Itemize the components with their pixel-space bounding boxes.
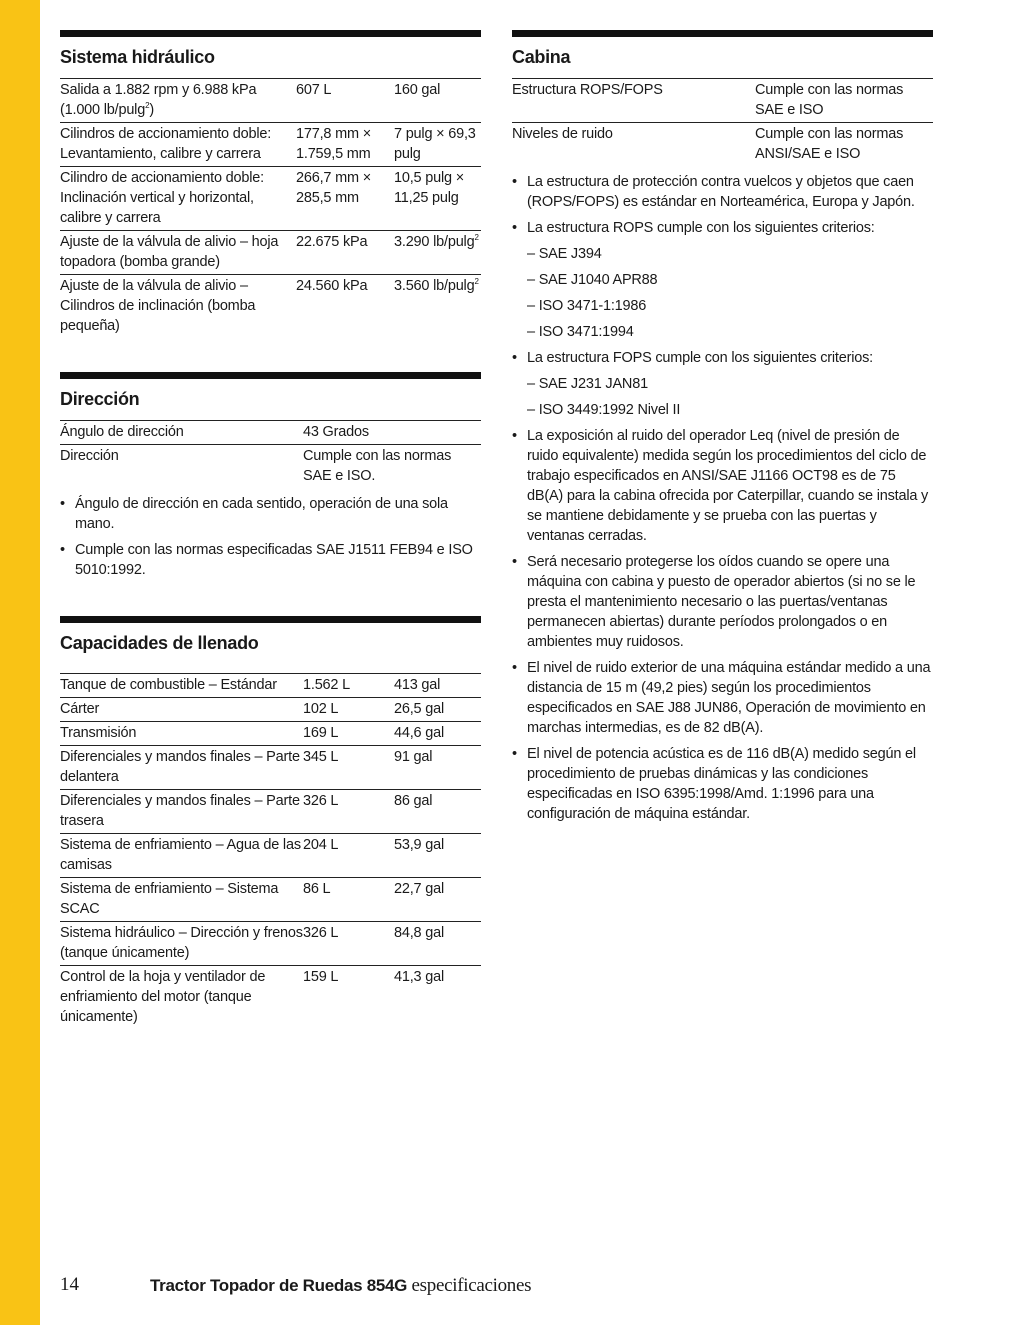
spec-english: 413 gal <box>394 677 441 693</box>
spec-english: 84,8 gal <box>394 925 444 941</box>
table-row <box>60 167 481 231</box>
spec-label: Control de la hoja y ventilador de enfriamiento del motor (tanque únicamente) <box>60 969 266 1025</box>
right-column <box>512 30 933 830</box>
spec-label: Diferenciales y mandos finales – Parte trasera <box>60 793 300 829</box>
table-row <box>60 231 481 275</box>
section-rule <box>512 30 933 37</box>
table-row <box>60 746 481 790</box>
spec-label: Salida a 1.882 rpm y 6.988 kPa (1.000 lb/pulg$^2$) <box>60 82 257 118</box>
spec-metric: 177,8 mm × 1.759,5 mm <box>296 126 371 162</box>
table-row <box>60 275 481 339</box>
table-row <box>60 674 481 698</box>
spec-metric: 22.675 kPa <box>296 234 368 250</box>
table-row <box>60 445 481 489</box>
spec-label: Estructura ROPS/FOPS <box>512 82 663 98</box>
spec-metric: 345 L <box>303 749 339 765</box>
list-item: • La exposición al ruido del operador Leq (nivel de presión de ruido equivalente) medida según los procedimientos del ciclo de trabajo especificados en ANSI/SAE J1166 OCT98 es de 75 dB(A) para la cabina ofrecida por Caterpillar, cuando se instala y se mantiene debidamente y se prueba con las puertas y ventanas cerradas. <box>512 426 933 546</box>
sub-list-item: – SAE J1040 APR88 <box>527 272 658 288</box>
yellow-side-bar <box>0 0 40 1325</box>
steering-table <box>60 420 481 488</box>
table-row <box>60 722 481 746</box>
spec-english: 53,9 gal <box>394 837 444 853</box>
spec-metric: 1.562 L <box>303 677 350 693</box>
spec-english: 91 gal <box>394 749 433 765</box>
table-row <box>60 79 481 123</box>
list-item: • Ángulo de dirección en cada sentido, operación de una sola mano. <box>60 494 481 534</box>
spec-label: Cilindros de accionamiento doble: Levantamiento, calibre y carrera <box>60 126 272 162</box>
cab-title: Cabina <box>512 47 571 67</box>
list-item: • La estructura FOPS cumple con los siguientes criterios: <box>512 348 933 368</box>
spec-metric: 326 L <box>303 925 339 941</box>
hydraulic-table <box>60 78 481 338</box>
table-row <box>60 834 481 878</box>
spec-label: Diferenciales y mandos finales – Parte delantera <box>60 749 300 785</box>
spec-english: 44,6 gal <box>394 725 444 741</box>
spec-label: Cárter <box>60 701 100 717</box>
table-row <box>60 421 481 445</box>
sub-list-item: – ISO 3471-1:1986 <box>527 298 647 314</box>
table-row <box>60 966 481 1030</box>
section-rule <box>60 372 481 379</box>
spec-metric: 607 L <box>296 82 332 98</box>
steering-bullets <box>60 494 481 580</box>
left-column <box>60 30 481 1029</box>
superscript: 2 <box>145 101 150 111</box>
spec-english: 160 gal <box>394 82 441 98</box>
list-item: • El nivel de potencia acústica es de 116 dB(A) medido según el procedimiento de pruebas dinámicas y las condiciones especificadas en ISO 6395:1998/Amd. 1:1996 para una configuración de máquina estándar. <box>512 744 933 824</box>
spec-label: Sistema hidráulico – Dirección y frenos (tanque únicamente) <box>60 925 303 961</box>
capacities-section <box>60 616 481 1029</box>
spec-metric: 266,7 mm × 285,5 mm <box>296 170 371 206</box>
sub-list-item: – ISO 3471:1994 <box>527 324 634 340</box>
steering-title: Dirección <box>60 389 140 409</box>
hydraulic-section <box>60 30 481 338</box>
table-row <box>60 922 481 966</box>
spec-english: 86 gal <box>394 793 433 809</box>
spec-label: Tanque de combustible – Estándar <box>60 677 277 693</box>
capacities-table <box>60 673 481 1029</box>
spec-label: Sistema de enfriamiento – Sistema SCAC <box>60 881 279 917</box>
sub-list-item: – SAE J394 <box>527 246 602 262</box>
cab-section <box>512 30 933 824</box>
spec-label: Sistema de enfriamiento – Agua de las camisas <box>60 837 301 873</box>
spec-english: 26,5 gal <box>394 701 444 717</box>
superscript: 2 <box>474 233 479 243</box>
spec-value: Cumple con las normas SAE e ISO <box>755 82 904 118</box>
spec-english: 3.290 lb/pulg$^2$ <box>394 233 479 250</box>
steering-section <box>60 372 481 580</box>
cab-bullets <box>512 172 933 824</box>
section-rule <box>60 30 481 37</box>
table-row <box>60 698 481 722</box>
spec-value: 43 Grados <box>303 424 369 440</box>
table-row <box>60 878 481 922</box>
section-rule <box>60 616 481 623</box>
spec-english: 10,5 pulg × 11,25 pulg <box>394 170 464 206</box>
hydraulic-title: Sistema hidráulico <box>60 47 215 67</box>
table-row <box>512 79 933 123</box>
spec-label: Ajuste de la válvula de alivio – hoja topadora (bomba grande) <box>60 234 279 270</box>
spec-metric: 169 L <box>303 725 339 741</box>
list-item: • Cumple con las normas especificadas SAE J1511 FEB94 e ISO 5010:1992. <box>60 540 481 580</box>
spec-metric: 24.560 kPa <box>296 278 368 294</box>
spec-metric: 326 L <box>303 793 339 809</box>
list-item: • El nivel de ruido exterior de una máquina estándar medido a una distancia de 15 m (49,2 pies) según los procedimientos especificados en SAE J88 JUN86, Operación de movimiento en marchas intermedias, es de 82 dB(A). <box>512 658 933 738</box>
sub-list-item: – SAE J231 JAN81 <box>527 376 648 392</box>
list-item: • La estructura de protección contra vuelcos y objetos que caen (ROPS/FOPS) es estándar en Norteamérica, Europa y Japón. <box>512 172 933 212</box>
superscript: 2 <box>474 277 479 287</box>
footer-suffix: especificaciones <box>411 1275 532 1296</box>
spec-metric: 86 L <box>303 881 331 897</box>
list-item: • Será necesario protegerse los oídos cuando se opere una máquina con cabina y puesto de operador abiertos (si no se le presta el mantenimiento necesario o las puertas/ventanas permanecen abiertas) durante períodos prolongados o en ambientes muy ruidosos. <box>512 552 933 652</box>
spec-english: 7 pulg × 69,3 pulg <box>394 126 476 162</box>
spec-english: 22,7 gal <box>394 881 444 897</box>
cab-table <box>512 78 933 166</box>
spec-english: 41,3 gal <box>394 969 444 985</box>
capacities-title: Capacidades de llenado <box>60 633 259 653</box>
spec-metric: 159 L <box>303 969 339 985</box>
sub-list-item: – ISO 3449:1992 Nivel II <box>527 402 681 418</box>
page-footer <box>60 1274 960 1304</box>
spec-label: Niveles de ruido <box>512 126 613 142</box>
list-item: • La estructura ROPS cumple con los siguientes criterios: <box>512 218 933 238</box>
table-row <box>512 123 933 167</box>
spec-value: Cumple con las normas ANSI/SAE e ISO <box>755 126 904 162</box>
footer-title-text: Tractor Topador de Ruedas 854G <box>150 1276 408 1295</box>
table-row <box>60 790 481 834</box>
table-row <box>60 123 481 167</box>
spec-label: Cilindro de accionamiento doble: Inclinación vertical y horizontal, calibre y carrera <box>60 170 264 226</box>
spec-label: Ajuste de la válvula de alivio – Cilindros de inclinación (bomba pequeña) <box>60 278 256 334</box>
page-number: 14 <box>60 1274 79 1295</box>
spec-label: Transmisión <box>60 725 137 741</box>
spec-metric: 102 L <box>303 701 339 717</box>
footer-title <box>150 1275 531 1297</box>
spec-metric: 204 L <box>303 837 339 853</box>
spec-label: Ángulo de dirección <box>60 424 184 440</box>
spec-english: 3.560 lb/pulg$^2$ <box>394 277 479 294</box>
spec-label: Dirección <box>60 448 119 464</box>
spec-value: Cumple con las normas SAE e ISO. <box>303 448 452 484</box>
